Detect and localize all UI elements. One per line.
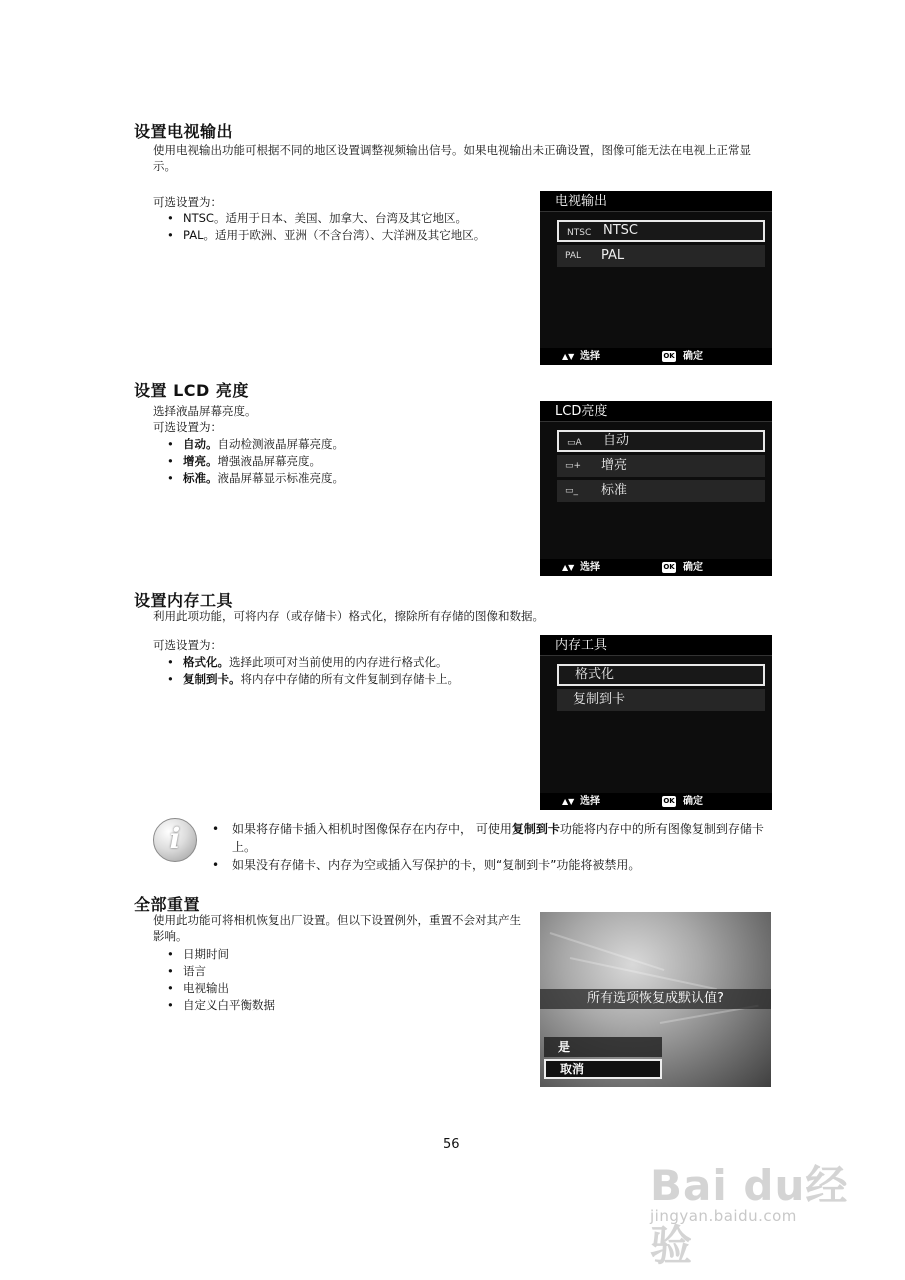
screen-header: LCD亮度 <box>540 401 772 422</box>
reset-exception-list <box>167 946 467 1014</box>
lcd-option-list <box>167 436 537 487</box>
menu-item-pal[interactable] <box>557 245 765 267</box>
list-item: • 标准。液晶屏幕显示标准亮度。 <box>167 470 537 487</box>
lcd-description: 选择液晶屏幕亮度。 <box>153 404 257 418</box>
list-item: • 复制到卡。将内存中存储的所有文件复制到存储卡上。 <box>167 671 537 688</box>
menu-item-auto[interactable] <box>557 430 765 452</box>
baidu-watermark <box>650 1145 850 1270</box>
lcd-options-label: 可选设置为： <box>153 420 222 434</box>
tv-output-option-list <box>167 210 547 244</box>
menu-item-format[interactable] <box>557 664 765 686</box>
tv-output-options-label: 可选设置为： <box>153 195 222 209</box>
reset-camera-screen <box>540 912 771 1087</box>
screen-header: 电视输出 <box>540 191 772 212</box>
info-note-icon: i <box>153 818 197 862</box>
menu-item-label: NTSC <box>603 223 638 238</box>
menu-item-label: 标准 <box>601 483 628 498</box>
footer-confirm-label: 确定 <box>683 351 703 362</box>
menu-item-label: 增亮 <box>601 458 628 473</box>
tv-output-camera-screen <box>540 191 772 365</box>
list-item: • 增亮。增强液晶屏幕亮度。 <box>167 453 537 470</box>
baidu-logo: Bai du经验 <box>650 1161 849 1270</box>
lcd-standard-icon: ▭_ <box>565 486 579 496</box>
note-list <box>212 820 782 874</box>
up-down-arrow-icon: ▲▼ <box>562 797 575 806</box>
ok-button-icon: OK <box>663 563 675 571</box>
reset-cancel-option[interactable]: 取消 <box>544 1059 662 1079</box>
lcd-brightness-camera-screen <box>540 401 772 576</box>
list-item: • 电视输出 <box>167 980 467 997</box>
menu-item-label: PAL <box>601 248 625 263</box>
section-title-lcd-brightness: 设置 LCD 亮度 <box>134 381 249 400</box>
reset-yes-option[interactable]: 是 <box>544 1037 662 1057</box>
memory-option-list <box>167 654 537 688</box>
menu-item-label: 自动 <box>603 433 630 448</box>
list-item: • 自定义白平衡数据 <box>167 997 467 1014</box>
lcd-auto-icon: ▭A <box>567 438 582 448</box>
up-down-arrow-icon: ▲▼ <box>562 563 575 572</box>
footer-confirm-label: 确定 <box>683 562 703 573</box>
screen-footer <box>540 793 772 810</box>
footer-select-label: 选择 <box>580 351 600 362</box>
list-item: • 日期时间 <box>167 946 467 963</box>
section-title-reset-all: 全部重置 <box>134 895 201 914</box>
screen-footer <box>540 559 772 576</box>
memory-description: 利用此项功能，可将内存（或存储卡）格式化，擦除所有存储的图像和数据。 <box>153 609 544 623</box>
up-down-arrow-icon: ▲▼ <box>562 352 575 361</box>
footer-confirm-label: 确定 <box>683 796 703 807</box>
list-item: • 如果没有存储卡、内存为空或插入写保护的卡，则“复制到卡”功能将被禁用。 <box>212 856 782 874</box>
menu-item-brighten[interactable] <box>557 455 765 477</box>
section-title-memory-tool: 设置内存工具 <box>134 591 234 610</box>
watermark-url: jingyan.baidu.com <box>650 1207 797 1225</box>
reset-confirm-prompt: 所有选项恢复成默认值? <box>540 989 771 1009</box>
footer-select-label: 选择 <box>580 796 600 807</box>
list-item: • 语言 <box>167 963 467 980</box>
menu-item-copy-to-card[interactable] <box>557 689 765 711</box>
list-item: • 如果将存储卡插入相机时图像保存在内存中， 可使用复制到卡功能将内存中的所有图像复制到存储卡上。 <box>212 820 782 856</box>
menu-item-label: 复制到卡 <box>573 692 626 707</box>
lcd-bright-icon: ▭+ <box>565 461 582 471</box>
menu-item-standard[interactable] <box>557 480 765 502</box>
page-number: 56 <box>443 1137 460 1152</box>
memory-options-label: 可选设置为： <box>153 638 222 652</box>
screen-footer <box>540 348 772 365</box>
list-item: • PAL。适用于欧洲、亚洲（不含台湾）、大洋洲及其它地区。 <box>167 227 547 244</box>
reset-description: 使用此功能可将相机恢复出厂设置。但以下设置例外，重置不会对其产生影响。 <box>153 913 521 943</box>
section-title-tv-output: 设置电视输出 <box>134 122 234 141</box>
menu-item-ntsc[interactable] <box>557 220 765 242</box>
ok-button-icon: OK <box>663 352 675 360</box>
ok-button-icon: OK <box>663 797 675 805</box>
list-item: • 自动。自动检测液晶屏幕亮度。 <box>167 436 537 453</box>
memory-tool-camera-screen <box>540 635 772 810</box>
tv-output-description: 使用电视输出功能可根据不同的地区设置调整视频输出信号。如果电视输出未正确设置，图像可能无法在电视上正常显示。 <box>153 143 751 173</box>
tv-pal-icon: PAL <box>565 251 582 261</box>
list-item: • 格式化。选择此项可对当前使用的内存进行格式化。 <box>167 654 537 671</box>
tv-ntsc-icon: NTSC <box>567 228 592 238</box>
list-item: • NTSC。适用于日本、美国、加拿大、台湾及其它地区。 <box>167 210 547 227</box>
menu-item-label: 格式化 <box>575 667 615 682</box>
screen-header: 内存工具 <box>540 635 772 656</box>
footer-select-label: 选择 <box>580 562 600 573</box>
